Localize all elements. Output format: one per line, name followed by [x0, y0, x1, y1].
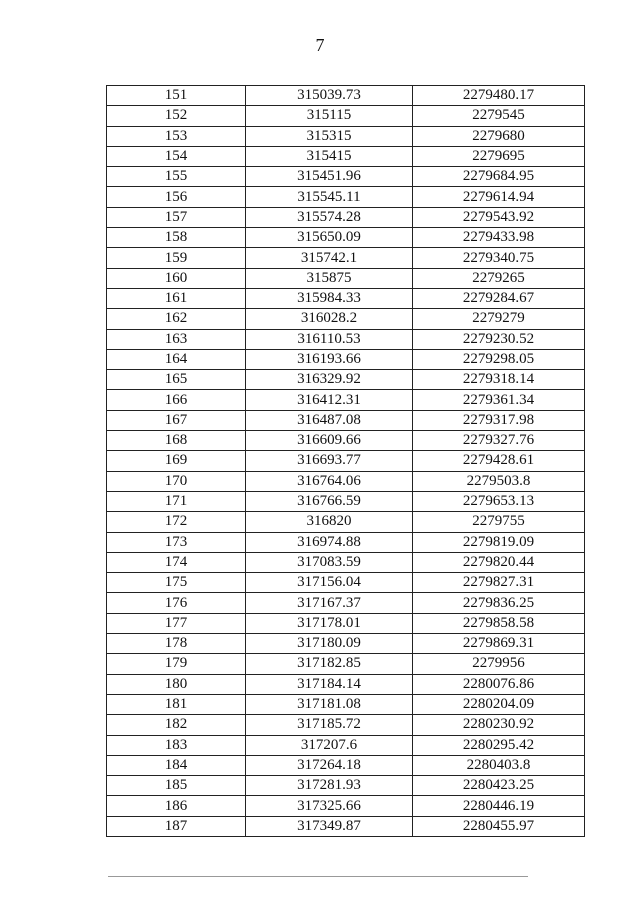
y-coordinate-cell: 2279327.76 [413, 431, 585, 451]
table-row [107, 410, 585, 430]
x-coordinate-cell: 315115 [246, 106, 413, 126]
y-coordinate-cell: 2279317.98 [413, 410, 585, 430]
table-row [107, 573, 585, 593]
table-row [107, 593, 585, 613]
point-number-cell: 168 [107, 431, 246, 451]
y-coordinate-cell: 2279836.25 [413, 593, 585, 613]
x-coordinate-cell: 317207.6 [246, 735, 413, 755]
y-coordinate-cell: 2279279 [413, 309, 585, 329]
x-coordinate-cell: 316193.66 [246, 349, 413, 369]
y-coordinate-cell: 2279284.67 [413, 288, 585, 308]
table-row [107, 471, 585, 491]
x-coordinate-cell: 316766.59 [246, 491, 413, 511]
point-number-cell: 185 [107, 776, 246, 796]
table-row [107, 431, 585, 451]
table-row [107, 349, 585, 369]
y-coordinate-cell: 2279858.58 [413, 613, 585, 633]
x-coordinate-cell: 315875 [246, 268, 413, 288]
x-coordinate-cell: 317184.14 [246, 674, 413, 694]
x-coordinate-cell: 315451.96 [246, 167, 413, 187]
coordinates-table [106, 85, 585, 837]
table-row [107, 755, 585, 775]
y-coordinate-cell: 2279230.52 [413, 329, 585, 349]
y-coordinate-cell: 2279680 [413, 126, 585, 146]
coordinates-table-body [107, 86, 585, 837]
x-coordinate-cell: 316693.77 [246, 451, 413, 471]
y-coordinate-cell: 2279433.98 [413, 228, 585, 248]
point-number-cell: 170 [107, 471, 246, 491]
y-coordinate-cell: 2279827.31 [413, 573, 585, 593]
point-number-cell: 187 [107, 816, 246, 836]
y-coordinate-cell: 2279340.75 [413, 248, 585, 268]
y-coordinate-cell: 2279755 [413, 512, 585, 532]
table-row [107, 187, 585, 207]
y-coordinate-cell: 2279318.14 [413, 370, 585, 390]
table-row [107, 329, 585, 349]
point-number-cell: 183 [107, 735, 246, 755]
point-number-cell: 162 [107, 309, 246, 329]
point-number-cell: 156 [107, 187, 246, 207]
y-coordinate-cell: 2279428.61 [413, 451, 585, 471]
table-row [107, 816, 585, 836]
x-coordinate-cell: 316974.88 [246, 532, 413, 552]
table-row [107, 776, 585, 796]
x-coordinate-cell: 316110.53 [246, 329, 413, 349]
point-number-cell: 164 [107, 349, 246, 369]
y-coordinate-cell: 2280455.97 [413, 816, 585, 836]
x-coordinate-cell: 317325.66 [246, 796, 413, 816]
x-coordinate-cell: 316764.06 [246, 471, 413, 491]
x-coordinate-cell: 315039.73 [246, 86, 413, 106]
x-coordinate-cell: 317185.72 [246, 715, 413, 735]
x-coordinate-cell: 316028.2 [246, 309, 413, 329]
table-row [107, 634, 585, 654]
table-row [107, 207, 585, 227]
y-coordinate-cell: 2280403.8 [413, 755, 585, 775]
point-number-cell: 152 [107, 106, 246, 126]
x-coordinate-cell: 316609.66 [246, 431, 413, 451]
table-row [107, 674, 585, 694]
point-number-cell: 180 [107, 674, 246, 694]
table-row [107, 796, 585, 816]
y-coordinate-cell: 2279614.94 [413, 187, 585, 207]
point-number-cell: 159 [107, 248, 246, 268]
x-coordinate-cell: 315574.28 [246, 207, 413, 227]
x-coordinate-cell: 317349.87 [246, 816, 413, 836]
x-coordinate-cell: 315742.1 [246, 248, 413, 268]
point-number-cell: 174 [107, 552, 246, 572]
point-number-cell: 177 [107, 613, 246, 633]
x-coordinate-cell: 317264.18 [246, 755, 413, 775]
point-number-cell: 172 [107, 512, 246, 532]
y-coordinate-cell: 2279819.09 [413, 532, 585, 552]
table-row [107, 248, 585, 268]
page-number: 7 [315, 35, 325, 55]
table-row [107, 86, 585, 106]
x-coordinate-cell: 317182.85 [246, 654, 413, 674]
x-coordinate-cell: 317281.93 [246, 776, 413, 796]
table-row [107, 146, 585, 166]
table-row [107, 288, 585, 308]
x-coordinate-cell: 317181.08 [246, 694, 413, 714]
point-number-cell: 166 [107, 390, 246, 410]
table-row [107, 309, 585, 329]
table-row [107, 654, 585, 674]
point-number-cell: 153 [107, 126, 246, 146]
table-row [107, 228, 585, 248]
x-coordinate-cell: 317167.37 [246, 593, 413, 613]
table-row [107, 694, 585, 714]
point-number-cell: 167 [107, 410, 246, 430]
point-number-cell: 151 [107, 86, 246, 106]
x-coordinate-cell: 315315 [246, 126, 413, 146]
x-coordinate-cell: 317180.09 [246, 634, 413, 654]
point-number-cell: 169 [107, 451, 246, 471]
point-number-cell: 154 [107, 146, 246, 166]
y-coordinate-cell: 2279265 [413, 268, 585, 288]
x-coordinate-cell: 315650.09 [246, 228, 413, 248]
y-coordinate-cell: 2279480.17 [413, 86, 585, 106]
y-coordinate-cell: 2279695 [413, 146, 585, 166]
table-row [107, 167, 585, 187]
table-row [107, 552, 585, 572]
x-coordinate-cell: 316820 [246, 512, 413, 532]
y-coordinate-cell: 2280076.86 [413, 674, 585, 694]
x-coordinate-cell: 315984.33 [246, 288, 413, 308]
point-number-cell: 179 [107, 654, 246, 674]
table-row [107, 512, 585, 532]
table-row [107, 532, 585, 552]
x-coordinate-cell: 316412.31 [246, 390, 413, 410]
x-coordinate-cell: 317178.01 [246, 613, 413, 633]
point-number-cell: 181 [107, 694, 246, 714]
x-coordinate-cell: 317156.04 [246, 573, 413, 593]
table-row [107, 451, 585, 471]
bottom-rule [108, 876, 528, 877]
y-coordinate-cell: 2279869.31 [413, 634, 585, 654]
y-coordinate-cell: 2279956 [413, 654, 585, 674]
point-number-cell: 165 [107, 370, 246, 390]
x-coordinate-cell: 317083.59 [246, 552, 413, 572]
y-coordinate-cell: 2280204.09 [413, 694, 585, 714]
point-number-cell: 160 [107, 268, 246, 288]
x-coordinate-cell: 316329.92 [246, 370, 413, 390]
table-row [107, 735, 585, 755]
point-number-cell: 184 [107, 755, 246, 775]
table-row [107, 126, 585, 146]
table-row [107, 390, 585, 410]
y-coordinate-cell: 2279298.05 [413, 349, 585, 369]
y-coordinate-cell: 2279820.44 [413, 552, 585, 572]
y-coordinate-cell: 2279361.34 [413, 390, 585, 410]
point-number-cell: 161 [107, 288, 246, 308]
y-coordinate-cell: 2280446.19 [413, 796, 585, 816]
point-number-cell: 155 [107, 167, 246, 187]
table-row [107, 106, 585, 126]
point-number-cell: 171 [107, 491, 246, 511]
table-row [107, 491, 585, 511]
table-row [107, 268, 585, 288]
y-coordinate-cell: 2280423.25 [413, 776, 585, 796]
point-number-cell: 176 [107, 593, 246, 613]
table-row [107, 370, 585, 390]
x-coordinate-cell: 315415 [246, 146, 413, 166]
y-coordinate-cell: 2280295.42 [413, 735, 585, 755]
x-coordinate-cell: 315545.11 [246, 187, 413, 207]
table-row [107, 715, 585, 735]
point-number-cell: 158 [107, 228, 246, 248]
point-number-cell: 157 [107, 207, 246, 227]
point-number-cell: 178 [107, 634, 246, 654]
y-coordinate-cell: 2280230.92 [413, 715, 585, 735]
y-coordinate-cell: 2279545 [413, 106, 585, 126]
table-row [107, 613, 585, 633]
y-coordinate-cell: 2279503.8 [413, 471, 585, 491]
x-coordinate-cell: 316487.08 [246, 410, 413, 430]
y-coordinate-cell: 2279543.92 [413, 207, 585, 227]
point-number-cell: 175 [107, 573, 246, 593]
point-number-cell: 186 [107, 796, 246, 816]
y-coordinate-cell: 2279684.95 [413, 167, 585, 187]
y-coordinate-cell: 2279653.13 [413, 491, 585, 511]
point-number-cell: 182 [107, 715, 246, 735]
point-number-cell: 173 [107, 532, 246, 552]
point-number-cell: 163 [107, 329, 246, 349]
